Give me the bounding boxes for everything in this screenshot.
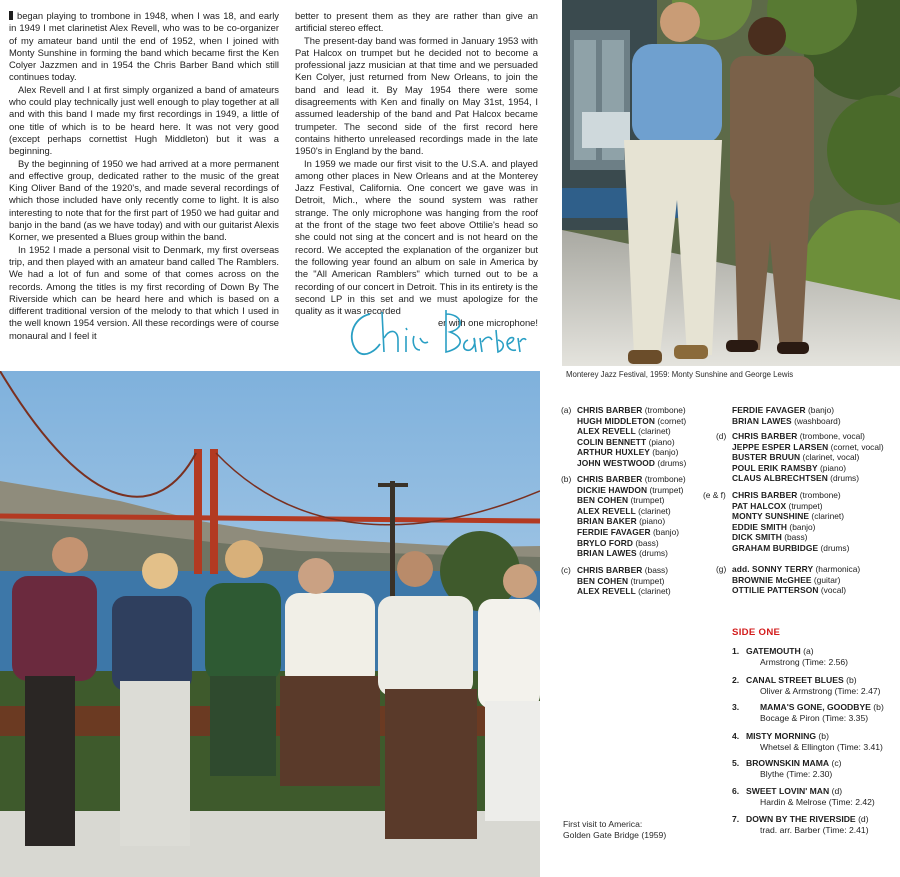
member-name: PAT HALCOX xyxy=(732,500,787,511)
track-title: BROWNSKIN MAMA xyxy=(746,758,830,768)
member-name: CHRIS BARBER xyxy=(732,490,798,500)
paragraph: The present-day band was formed in January 1953 with Pat Halcox on trumpet but he decided not to become a professional jazz musician at that time and we persuaded Ken Colyer, just returned from New Orleans, to join the band and lead it. By May 1954 there were some disagreements with Ken and finally on May 31st, 1954, I assumed leadership of the band and Pat Halcox became trumpeter. The second side of the first record here contains hitherto unreleased recordings made in the late 1950's in England by the band. xyxy=(295,34,538,157)
member-row xyxy=(577,586,711,597)
member-role: (trumpet) xyxy=(630,495,665,506)
track-tag: (b) xyxy=(818,731,829,741)
member-role: (piano) xyxy=(648,436,675,447)
member-row xyxy=(732,431,900,442)
paragraph: better to present them as they are rather than give an artificial stereo effect. xyxy=(295,10,538,34)
member-name: BEN COHEN xyxy=(577,575,629,586)
signature-text xyxy=(342,300,348,301)
member-row xyxy=(577,426,711,437)
track-tag: (b) xyxy=(873,702,884,712)
photo-monterey-caption: Monterey Jazz Festival, 1959: Monty Sunshine and George Lewis xyxy=(566,370,794,379)
track-item xyxy=(732,731,897,753)
member-role: (trumpet) xyxy=(630,575,665,586)
member-name: JOHN WESTWOOD xyxy=(577,457,656,468)
member-role: (clarinet) xyxy=(638,505,671,516)
member-role: (banjo) xyxy=(789,521,816,532)
signature-scribble xyxy=(342,300,527,362)
group-label: (a) xyxy=(561,405,572,415)
paragraph-marker xyxy=(9,11,13,20)
group-label: (b) xyxy=(561,474,572,484)
member-row xyxy=(732,564,900,575)
personnel-group-b xyxy=(561,474,711,559)
track-credit: Whetsel & Ellington (Time: 3.41) xyxy=(760,742,883,752)
track-tag: (c) xyxy=(831,758,842,768)
member-row xyxy=(732,442,900,453)
member-name: GRAHAM BURBIDGE xyxy=(732,542,819,553)
member-row xyxy=(577,495,711,506)
track-number: 2. xyxy=(732,675,740,685)
member-name: ALEX REVELL xyxy=(577,586,636,597)
track-item xyxy=(732,786,897,808)
group-label: (g) xyxy=(716,564,727,574)
track-title: DOWN BY THE RIVERSIDE xyxy=(746,814,856,824)
track-credit: Blythe (Time: 2.30) xyxy=(760,769,833,779)
member-role: (cornet) xyxy=(657,415,687,426)
track-tag: (b) xyxy=(846,675,857,685)
member-role: (guitar) xyxy=(813,574,841,585)
member-row xyxy=(577,437,711,448)
member-role: (piano) xyxy=(639,516,666,527)
track-item xyxy=(732,675,897,697)
track-number: 4. xyxy=(732,731,740,741)
member-row xyxy=(732,522,897,533)
paragraph-end: er with one microphone! xyxy=(437,317,538,329)
photo-golden-gate-image xyxy=(0,371,540,877)
member-name: BEN COHEN xyxy=(577,495,629,506)
member-row xyxy=(732,473,900,484)
member-row xyxy=(732,452,900,463)
member-role: (clarinet, vocal) xyxy=(802,452,860,463)
member-role: (trombone, vocal) xyxy=(799,431,865,441)
member-name: EDDIE SMITH xyxy=(732,521,788,532)
member-name: HUGH MIDDLETON xyxy=(577,415,656,426)
member-role: (banjo) xyxy=(653,526,680,537)
member-row xyxy=(577,405,711,416)
member-row xyxy=(577,416,711,427)
member-role: (bass) xyxy=(644,565,669,575)
photo-monterey xyxy=(562,0,900,366)
member-row xyxy=(577,565,711,576)
track-number: 5. xyxy=(732,758,740,768)
track-credit: Oliver & Armstrong (Time: 2.47) xyxy=(760,686,881,696)
photo-golden-gate-caption xyxy=(563,819,713,841)
member-role: (drums) xyxy=(830,473,860,484)
member-role: (trumpet) xyxy=(788,500,823,511)
member-role: (cornet, vocal) xyxy=(830,441,884,452)
member-row xyxy=(577,485,711,496)
member-row xyxy=(732,405,896,416)
track-item xyxy=(732,646,897,668)
group-label: (d) xyxy=(716,431,727,441)
member-name: FERDIE FAVAGER xyxy=(732,405,806,415)
member-role: (banjo) xyxy=(808,405,835,415)
member-role: (bass) xyxy=(784,532,808,543)
member-name: OTTILIE PATTERSON xyxy=(732,585,819,596)
liner-notes-column-left xyxy=(9,10,279,342)
member-row xyxy=(732,532,897,543)
track-number: 6. xyxy=(732,786,740,796)
member-name: MONTY SUNSHINE xyxy=(732,511,810,522)
member-role: (trombone) xyxy=(799,490,841,500)
member-name: BRYLO FORD xyxy=(577,537,634,548)
member-row xyxy=(732,585,900,596)
member-name: ARTHUR HUXLEY xyxy=(577,447,650,458)
paragraph-text: began playing to trombone in 1948, when I was 18, and early in 1949 I met clarinetist Alex Revell, who was to be co-organizer of my amateur band until the end of 1952, when I joined with Monty Sunshine in forming the band which became first the Ken Colyer Jazzmen and in 1954 the Chris Barber Band which still continues today. xyxy=(9,10,279,83)
member-role: (clarinet) xyxy=(638,426,671,437)
paragraph xyxy=(9,10,279,84)
track-title: MISTY MORNING xyxy=(746,731,817,741)
member-row xyxy=(732,501,897,512)
group-label: (c) xyxy=(561,565,571,575)
member-role: (harmonica) xyxy=(815,564,861,574)
member-row xyxy=(577,474,711,485)
track-credit: Hardin & Melrose (Time: 2.42) xyxy=(760,797,875,807)
member-row xyxy=(577,458,711,469)
member-name: JEPPE ESPER LARSEN xyxy=(732,441,829,452)
member-row xyxy=(732,575,900,586)
member-role: (piano) xyxy=(820,462,847,473)
paragraph: By the beginning of 1950 we had arrived at a more permanent and effective group, dedicated rather to the music of the great King Oliver Band of the 1920's, and made several recordings of which those included have only recently come to light. It is also interesting to note that for the first part of 1950 we had guitar and banjo in the band (as we have today) and with our guitarist Alexis Korner, we presented a Blues group within the band. xyxy=(9,157,279,243)
track-tag: (a) xyxy=(803,646,814,656)
member-name: BUSTER BRUUN xyxy=(732,452,801,463)
member-row xyxy=(577,506,711,517)
track-number: 3. xyxy=(732,702,740,712)
member-name: ALEX REVELL xyxy=(577,505,636,516)
track-tag: (d) xyxy=(858,814,869,824)
member-role: (trombone) xyxy=(644,474,686,484)
member-name: DICKIE HAWDON xyxy=(577,484,648,495)
member-row xyxy=(577,516,711,527)
member-name: BRIAN LAWES xyxy=(577,548,637,559)
personnel-group-d xyxy=(716,431,900,484)
caption-line: Golden Gate Bridge (1959) xyxy=(563,830,667,840)
paragraph: In 1952 I made a personal visit to Denmark, my first overseas trip, and then played with an amateur band called The Ramblers. We had a lot of fun and some of that comes across on the records. Among the titles is my first recording of Down By The Riverside which can be heard here and which is based on a different traditional version of the melody to that which I used in the well known 1954 version. All these recordings were of course monaural and I feel it xyxy=(9,243,279,341)
paragraph: Alex Revell and I at first simply organized a band of amateurs who could play technically just well enough to play together at all and with this band I made my first recordings in 1949, a little of one title of which is to be heard here. It was not very good (except perhaps cornettist Hugh Middleton) but it was a beginning. xyxy=(9,83,279,157)
member-name: add. SONNY TERRY xyxy=(732,564,814,574)
track-title: GATEMOUTH xyxy=(746,646,801,656)
member-row xyxy=(732,463,900,474)
photo-monterey-image xyxy=(562,0,900,366)
member-role: (vocal) xyxy=(820,585,847,596)
member-name: COLIN BENNETT xyxy=(577,436,647,447)
photo-golden-gate xyxy=(0,371,540,877)
member-name: CHRIS BARBER xyxy=(577,474,643,484)
member-name: BRIAN BAKER xyxy=(577,516,637,527)
group-label: (e & f) xyxy=(703,490,726,500)
track-credit: trad. arr. Barber (Time: 2.41) xyxy=(760,825,869,835)
side-one-heading: SIDE ONE xyxy=(732,627,781,638)
member-role: (drums) xyxy=(639,548,668,559)
member-row xyxy=(732,490,897,501)
member-name: CHRIS BARBER xyxy=(732,431,798,441)
member-row xyxy=(577,538,711,549)
personnel-group-c xyxy=(561,565,711,597)
track-number: 7. xyxy=(732,814,740,824)
track-item xyxy=(732,814,897,836)
member-name: CHRIS BARBER xyxy=(577,405,643,415)
member-role: (clarinet) xyxy=(638,586,671,597)
member-role: (banjo) xyxy=(652,447,679,458)
track-item xyxy=(732,758,897,780)
track-credit: Bocage & Piron (Time: 3.35) xyxy=(760,713,869,723)
member-role: (drums) xyxy=(657,457,687,468)
member-name: CLAUS ALBRECHTSEN xyxy=(732,473,828,484)
member-name: BROWNIE McGHEE xyxy=(732,574,812,585)
member-role: (clarinet) xyxy=(811,511,844,522)
personnel-group-a xyxy=(561,405,711,469)
liner-notes-column-middle xyxy=(295,10,538,330)
member-name: BRIAN LAWES xyxy=(732,415,792,426)
track-number: 1. xyxy=(732,646,740,656)
member-row xyxy=(732,416,896,427)
member-name: DICK SMITH xyxy=(732,532,782,543)
member-row xyxy=(732,543,897,554)
member-role: (washboard) xyxy=(794,415,841,426)
track-title: CANAL STREET BLUES xyxy=(746,675,844,685)
member-role: (bass) xyxy=(635,537,659,548)
member-role: (trumpet) xyxy=(649,484,684,495)
track-credit: Armstrong (Time: 2.56) xyxy=(760,657,849,667)
signature xyxy=(342,300,527,362)
member-row xyxy=(577,576,711,587)
paragraph: In 1959 we made our first visit to the U.S.A. and played among other places in New Orleans and at the Monterey Jazz Festival, California. One concert we gave was in Detroit, Mich., where the sound system was rather strange. The only microphone was hanging from the roof at the front of the stage two feet above Ottilie's head so she could not sing at the concert and is not heard on the record. We accepted the explanation of the organizer but the following year found an album on sale in America by the "All American Ramblers" which turned out to be a recording of our concert in Detroit. This in its entirety is the second LP in this set and we must apologize for the quality as it was recorded xyxy=(295,157,538,317)
track-title: SWEET LOVIN' MAN xyxy=(746,786,830,796)
track-item xyxy=(732,702,897,724)
member-row xyxy=(577,527,711,538)
member-role: (drums) xyxy=(820,542,850,553)
track-title: MAMA'S GONE, GOODBYE xyxy=(760,702,871,712)
track-tag: (d) xyxy=(831,786,843,796)
personnel-group-c-continued xyxy=(716,405,896,426)
member-name: FERDIE FAVAGER xyxy=(577,526,651,537)
member-role: (trombone) xyxy=(644,405,686,415)
caption-line: First visit to America: xyxy=(563,819,643,829)
personnel-group-g xyxy=(716,564,900,596)
member-name: POUL ERIK RAMSBY xyxy=(732,462,818,473)
member-name: CHRIS BARBER xyxy=(577,565,643,575)
personnel-group-e-f xyxy=(703,490,897,554)
member-row xyxy=(732,511,897,522)
member-name: ALEX REVELL xyxy=(577,426,636,437)
member-row xyxy=(577,548,711,559)
member-row xyxy=(577,447,711,458)
